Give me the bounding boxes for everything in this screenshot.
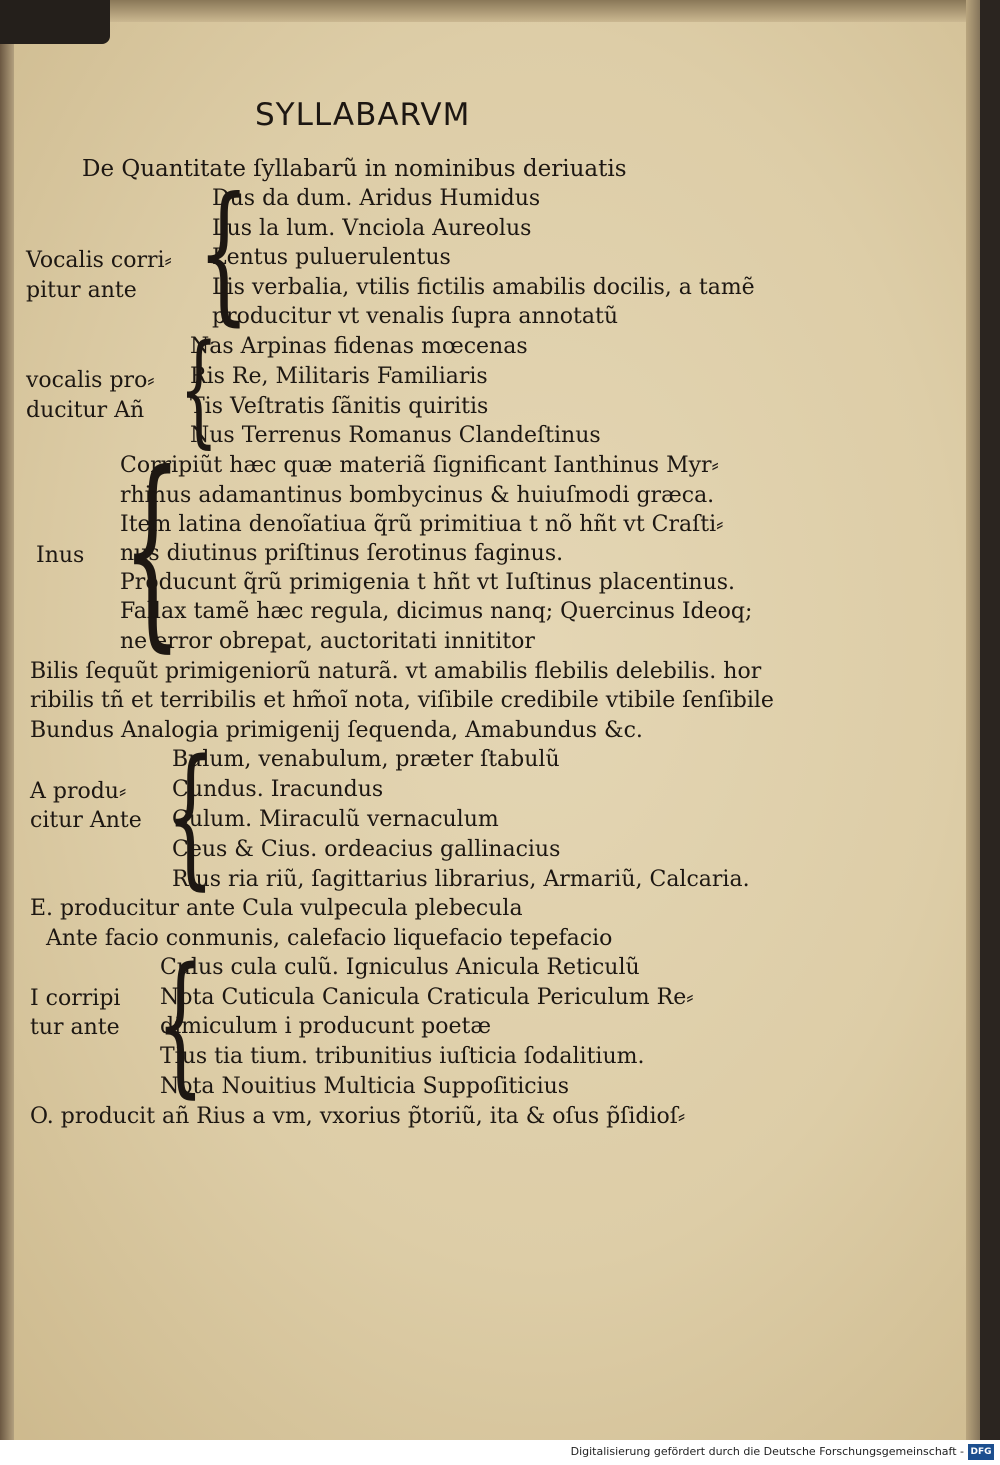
text-line: Lis verbalia, vtilis fictilis amabilis docilis, a tamẽ xyxy=(212,275,755,300)
text-line: ribilis tñ et terribilis et hm̃oĩ nota, viſibile credibile vtibile ſenſibile xyxy=(30,688,774,713)
page-right-edge xyxy=(966,0,980,1440)
text-line: Ante facio conmunis, calefacio liquefacio tepefacio xyxy=(46,926,613,951)
text-line: Lentus puluerulentus xyxy=(212,245,451,270)
text-line: Ris Re, Militaris Familiaris xyxy=(190,364,488,389)
brace-symbol: { xyxy=(197,166,250,340)
text-line: Rius ria riũ, ſagittarius librarius, Armariũ, Calcaria. xyxy=(172,867,750,892)
vocalis-corripitur-label-2: pitur ante xyxy=(26,278,137,303)
running-title: SYLLABARVM xyxy=(255,97,471,133)
text-line: Nota Nouitius Multicia Suppoſiticius xyxy=(160,1074,570,1099)
text-line: Bulum, venabulum, præter ſtabulũ xyxy=(172,747,560,772)
text-line: Item latina denoĩatiua q̃rũ primitiua t nõ hñt vt Craſti⸗ xyxy=(120,512,724,537)
text-line: nus diutinus priſtinus ſerotinus faginus. xyxy=(120,541,564,566)
text-line: rhinus adamantinus bombycinus & huiuſmodi græca. xyxy=(120,483,715,508)
text-line: Ceus & Cius. ordeacius gallinacius xyxy=(172,837,561,862)
text-line: dimiculum i producunt poetæ xyxy=(160,1014,492,1039)
brace-symbol: { xyxy=(179,318,219,460)
text-line: O. producit añ Rius a vm, vxorius p̃toriũ, ita & oſus p̃ſidioſ⸗ xyxy=(30,1104,686,1129)
a-producitur-label-1: A produ⸗ xyxy=(30,779,127,804)
text-line: Cundus. Iracundus xyxy=(172,777,384,802)
i-corripitur-label-2: tur ante xyxy=(30,1015,120,1040)
brace-symbol: { xyxy=(122,429,182,671)
text-line: Fallax tamẽ hæc regula, dicimus nanq; Quercinus Ideoq; xyxy=(120,599,753,624)
section-heading: De Quantitate ſyllabarũ in nominibus deriuatis xyxy=(82,156,627,182)
digitization-footer xyxy=(0,1440,1000,1465)
text-line: Nus Terrenus Romanus Clandeſtinus xyxy=(190,423,601,448)
text-line: Culum. Miraculũ vernaculum xyxy=(172,807,499,832)
a-producitur-label-2: citur Ante xyxy=(30,808,142,833)
text-line: E. producitur ante Cula vulpecula plebecula xyxy=(30,896,523,921)
text-line: Culus cula culũ. Igniculus Anicula Reticulũ xyxy=(160,955,640,980)
vocalis-producitur-label-1: vocalis pro⸗ xyxy=(26,368,155,393)
scan-background-corner xyxy=(0,0,110,44)
page-top-edge xyxy=(0,0,980,22)
funding-credit: Digitalisierung gefördert durch die Deutsche Forschungsgemeinschaft - xyxy=(570,1445,964,1458)
text-line: Lus la lum. Vnciola Aureolus xyxy=(212,216,532,241)
brace-symbol: { xyxy=(156,935,205,1112)
i-corripitur-label-1: I corripi xyxy=(30,986,121,1011)
text-line: ne error obrepat, auctoritati innititor xyxy=(120,629,535,654)
dfg-logo-icon: DFG xyxy=(968,1444,994,1460)
page-gutter-shadow xyxy=(0,0,14,1440)
text-line: producitur vt venalis ſupra annotatũ xyxy=(212,304,619,329)
text-line: Nas Arpinas fidenas mœcenas xyxy=(190,334,528,359)
text-line: Nota Cuticula Canicula Craticula Periculum Re⸗ xyxy=(160,985,694,1010)
text-line: Producunt q̃rũ primigenia t hñt vt Iuſtinus placentinus. xyxy=(120,570,736,595)
text-line: Corripiũt hæc quæ materiã ſignificant Ianthinus Myr⸗ xyxy=(120,453,719,478)
inus-label: Inus xyxy=(36,543,85,568)
text-line: Bundus Analogia primigenij ſequenda, Amabundus &c. xyxy=(30,718,643,743)
text-line: Bilis ſequũt primigeniorũ naturã. vt amabilis flebilis delebilis. hor xyxy=(30,659,762,684)
vocalis-producitur-label-2: ducitur Añ xyxy=(26,398,145,423)
text-line: Tius tia tium. tribunitius iuſticia ſodalitium. xyxy=(160,1044,645,1069)
brace-symbol: { xyxy=(166,727,215,904)
text-line: Tis Veſtratis ſãnitis quiritis xyxy=(190,394,489,419)
text-line: Dus da dum. Aridus Humidus xyxy=(212,186,541,211)
vocalis-corripitur-label-1: Vocalis corri⸗ xyxy=(26,248,172,273)
